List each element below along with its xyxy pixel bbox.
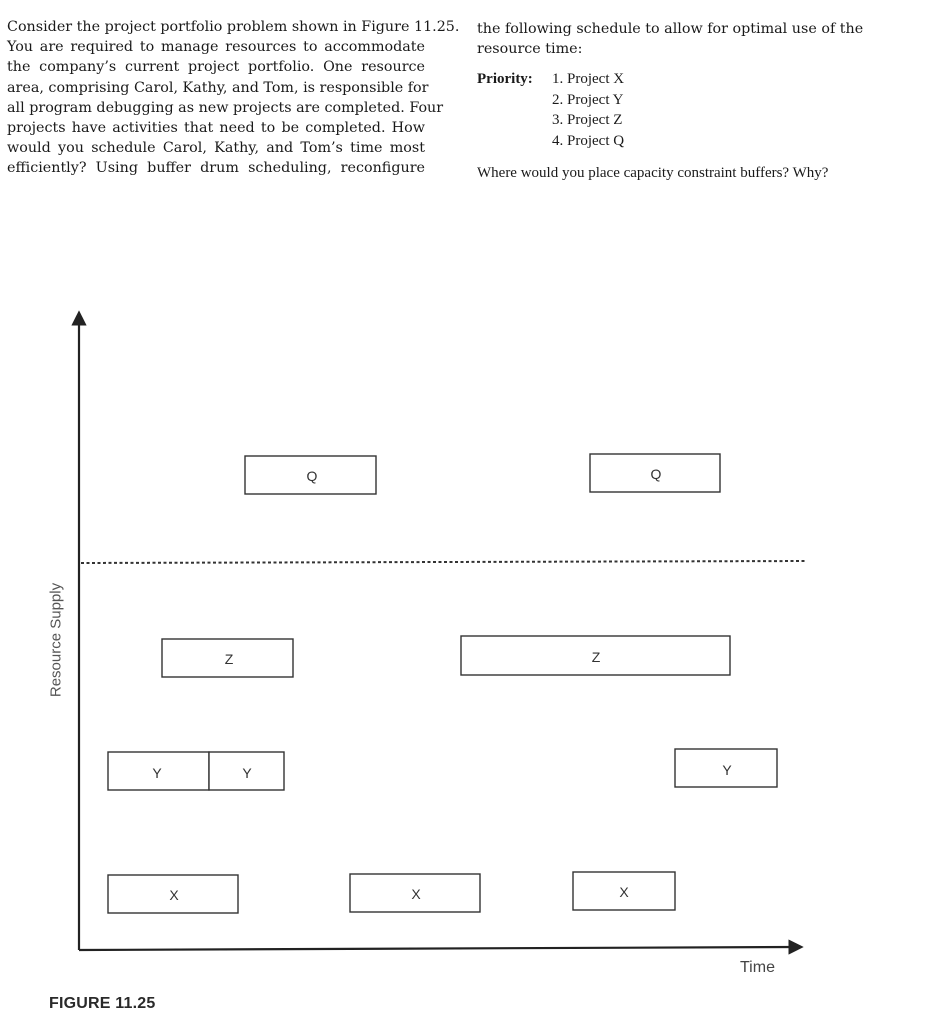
block-y-2 [209, 752, 284, 790]
text-line: efficiently? Using buffer drum scheduling, reconfigure [7, 160, 425, 177]
priority-item: 2. Project Y [552, 91, 624, 108]
text-line: projects have activities that need to be completed. How [7, 120, 425, 137]
text-line: area, comprising Carol, Kathy, and Tom, is responsible for [7, 79, 429, 96]
figure-caption: FIGURE 11.25 [49, 995, 156, 1012]
block-x-2 [350, 874, 480, 912]
capacity-limit-line [81, 561, 806, 563]
text-line: all program debugging as new projects are completed. Four [7, 99, 444, 116]
block-label: Z [224, 651, 234, 667]
block-label: Y [152, 765, 162, 781]
text-line: the following schedule to allow for optimal use of the [477, 21, 864, 37]
block-z-2 [461, 636, 730, 675]
block-x-1 [108, 875, 238, 913]
block-label: Z [591, 649, 601, 665]
x-axis [79, 947, 796, 950]
block-label: X [169, 887, 179, 903]
block-x-3 [573, 872, 675, 910]
block-label: Y [722, 762, 732, 778]
text-line: You are required to manage resources to accommodate [7, 39, 425, 56]
priority-item: 4. Project Q [552, 132, 625, 149]
block-label: Y [242, 765, 252, 781]
block-label: X [619, 884, 629, 900]
question-text: Where would you place capacity constraint buffers? Why? [477, 165, 829, 182]
priority-item: 1. Project X [552, 71, 625, 88]
text-line: resource time: [477, 41, 583, 58]
block-label: Q [306, 468, 318, 484]
block-z-1 [162, 639, 293, 677]
block-label: X [411, 886, 421, 902]
block-label: Q [650, 466, 662, 482]
text-line: the company’s current project portfolio. One resource [7, 59, 425, 76]
block-q-1 [245, 456, 376, 494]
block-y-3 [675, 749, 777, 787]
block-y-1 [108, 752, 209, 790]
text-line: would you schedule Carol, Kathy, and Tom’s time most [7, 140, 425, 157]
x-axis-label: Time [740, 959, 775, 976]
y-axis-label: Resource Supply [47, 582, 65, 698]
priority-item: 3. Project Z [552, 112, 623, 129]
priority-label: Priority: [477, 71, 533, 88]
text-line: Consider the project portfolio problem shown in Figure 11.25. [7, 19, 460, 35]
block-q-2 [590, 454, 720, 492]
